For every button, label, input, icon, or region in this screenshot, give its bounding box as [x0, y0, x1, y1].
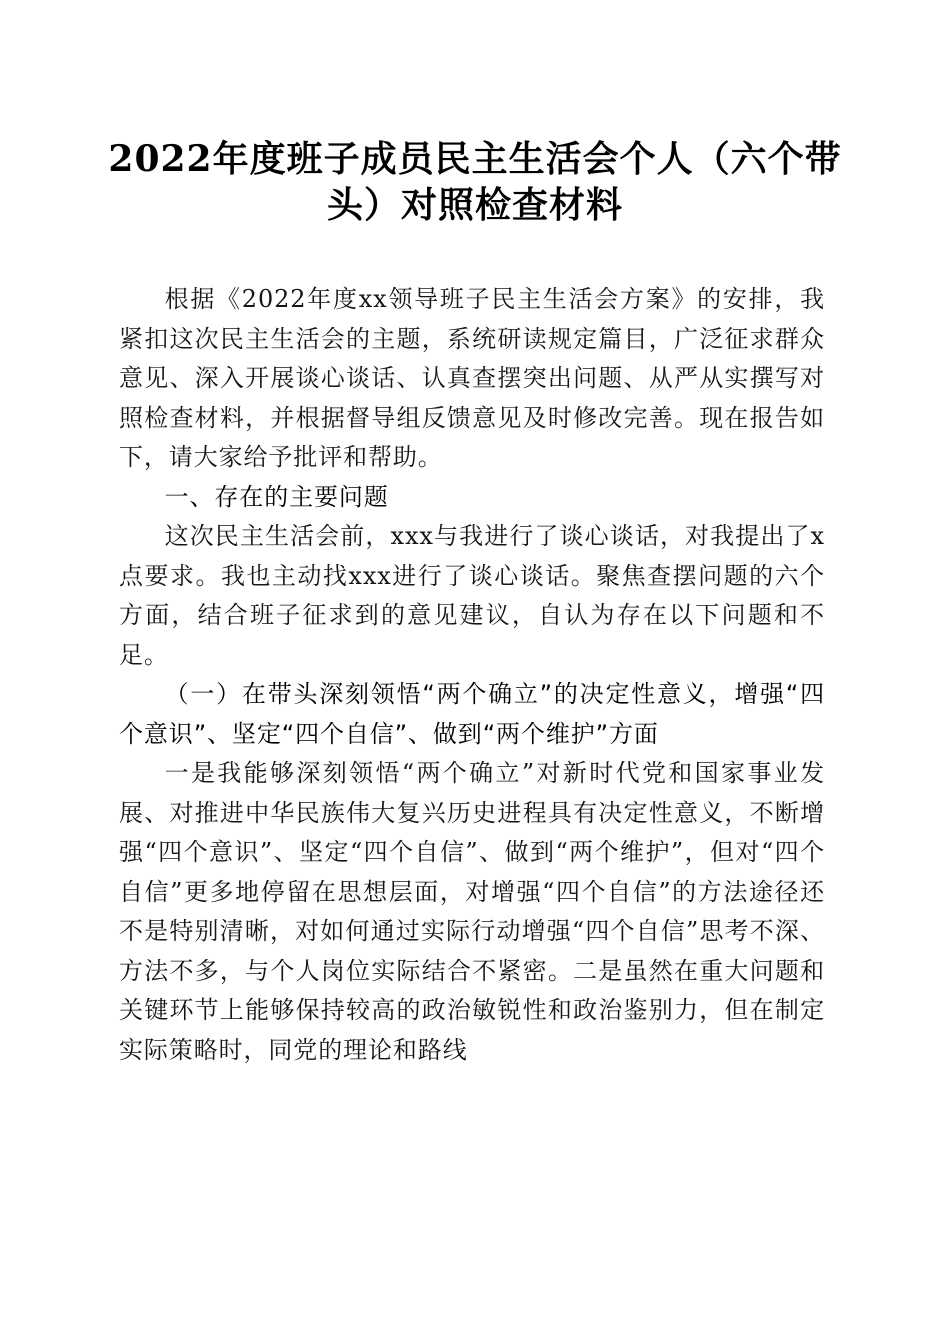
intro-paragraph: 根据《2022年度xx领导班子民主生活会方案》的安排，我紧扣这次民主生活会的主题，系统研读规定篇目，广泛征求群众意见、深入开展谈心谈话、认真查摆突出问题、从严从实撰写对照检查材料，并根据督导组反馈意见及时修改完善。现在报告如下，请大家给予批评和帮助。: [119, 285, 825, 471]
document-title: 2022年度班子成员民主生活会个人（六个带头）对照检查材料: [108, 138, 842, 226]
subsection-heading-1: （一）在带头深刻领悟“两个确立”的决定性意义，增强“四个意识”、坚定“四个自信”、做到“两个维护”方面: [119, 680, 825, 748]
document-body: [119, 280, 825, 1070]
section-heading-problems: 一、存在的主要问题: [164, 482, 389, 511]
section-intro-paragraph: 这次民主生活会前，xxx与我进行了谈心谈话，对我提出了x点要求。我也主动找xxx进行了谈心谈话。聚焦查摆问题的六个方面，结合班子征求到的意见建议，自认为存在以下问题和不足。: [119, 522, 825, 669]
subsection-body-paragraph: 一是我能够深刻领悟“两个确立”对新时代党和国家事业发展、对推进中华民族伟大复兴历史进程具有决定性意义，不断增强“四个意识”、坚定“四个自信”、做到“两个维护”，但对“四个自信”更多地停留在思想层面，对增强“四个自信”的方法途径还不是特别清晰，对如何通过实际行动增强“四个自信”思考不深、方法不多，与个人岗位实际结合不紧密。二是虽然在重大问题和关键环节上能够保持较高的政治敏锐性和政治鉴别力，但在制定实际策略时，同党的理论和路线: [119, 759, 825, 1064]
